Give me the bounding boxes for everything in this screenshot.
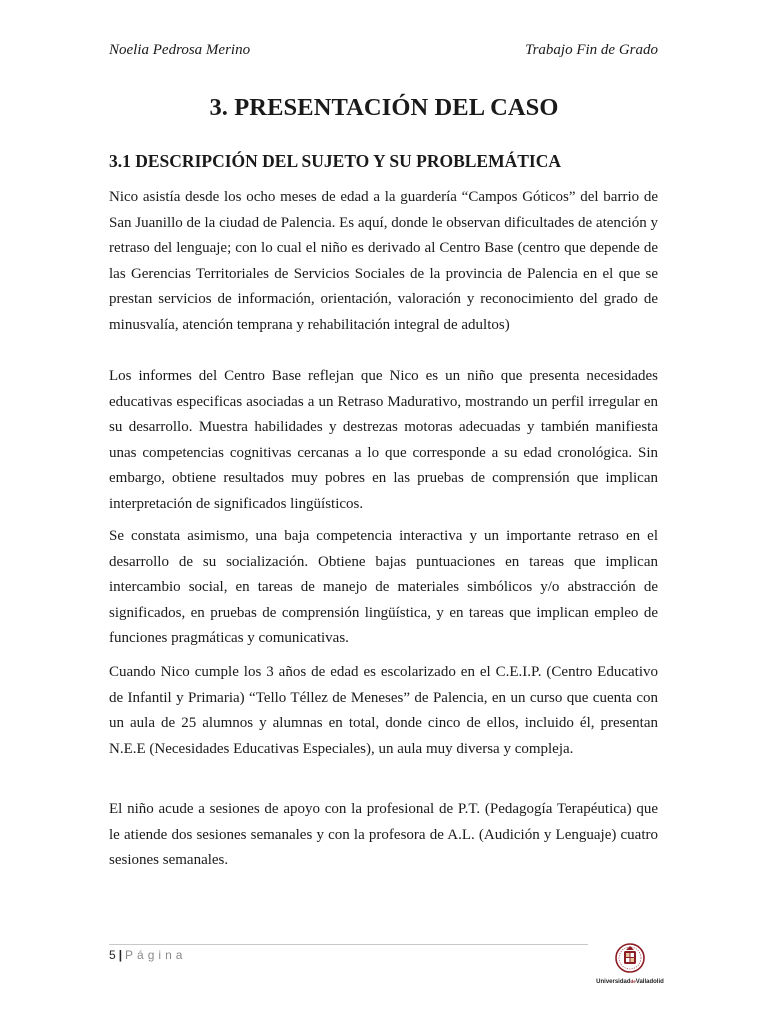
page-word: Página (125, 948, 187, 962)
header-document-type: Trabajo Fin de Grado (525, 42, 658, 58)
footer-divider (109, 944, 588, 945)
page-number: 5 (109, 948, 116, 962)
paragraph-5: El niño acude a sesiones de apoyo con la profesional de P.T. (Pedagogía Terapéutica) que le atiende dos sesiones semanales y con la profesora de A.L. (Audición y Lenguaje) cuatro sesiones semanales. (109, 801, 658, 869)
header-author: Noelia Pedrosa Merino (109, 42, 251, 58)
page-title: 3. PRESENTACIÓN DEL CASO (209, 94, 559, 121)
paragraph-3: Se constata asimismo, una baja competencia interactiva y un importante retraso en el desarrollo de su socialización. Obtiene bajas puntuaciones en tareas que implican intercambio social, en tareas de manejo de materiales simbólicos y/o abstracción de significados, en pruebas de comprensión lingüística, y en tareas que implican empleo de funciones pragmáticas y comunicativas. (109, 528, 658, 647)
section-heading: 3.1 DESCRIPCIÓN DEL SUJETO Y SU PROBLEMÁTICA (109, 151, 562, 171)
university-seal-icon (616, 944, 644, 972)
paragraph-4: Cuando Nico cumple los 3 años de edad es escolarizado en el C.E.I.P. (Centro Educativo de Infantil y Primaria) “Tello Téllez de Meneses” de Palencia, en un curso que cuenta con un aula de 25 alumnos y alumnas en total, donde cinco de ellos, incluido él, presentan N.E.E (Necesidades Educativas Especiales), un aula muy diversa y compleja. (109, 664, 658, 757)
logo-wordmark: UniversidaddeValladolid (596, 979, 664, 985)
footer-page-number (109, 948, 186, 962)
paragraph-1: Nico asistía desde los ocho meses de edad a la guardería “Campos Góticos” del barrio de San Juanillo de la ciudad de Palencia. Es aquí, donde le observan dificultades de atención y retraso del lenguaje; con lo cual el niño es derivado al Centro Base (centro que depende de las Gerencias Territoriales de Servicios Sociales de la provincia de Palencia en el que se prestan servicios de información, orientación, valoración y reconocimiento del grado de minusvalía, atención temprana y rehabilitación integral de adultos) (109, 189, 658, 333)
paragraph-2: Los informes del Centro Base reflejan que Nico es un niño que presenta necesidades educativas especificas asociadas a un Retraso Madurativo, mostrando un perfil irregular en su desarrollo. Muestra habilidades y destrezas motoras adecuadas y también manifiesta unas competencias cognitivas cercanas a lo que corresponde a su edad cronológica. Sin embargo, obtiene resultados muy pobres en las pruebas de comprensión que implican interpretación de significados lingüísticos. (109, 368, 658, 512)
university-logo (592, 941, 668, 991)
page-separator: | (118, 948, 123, 962)
